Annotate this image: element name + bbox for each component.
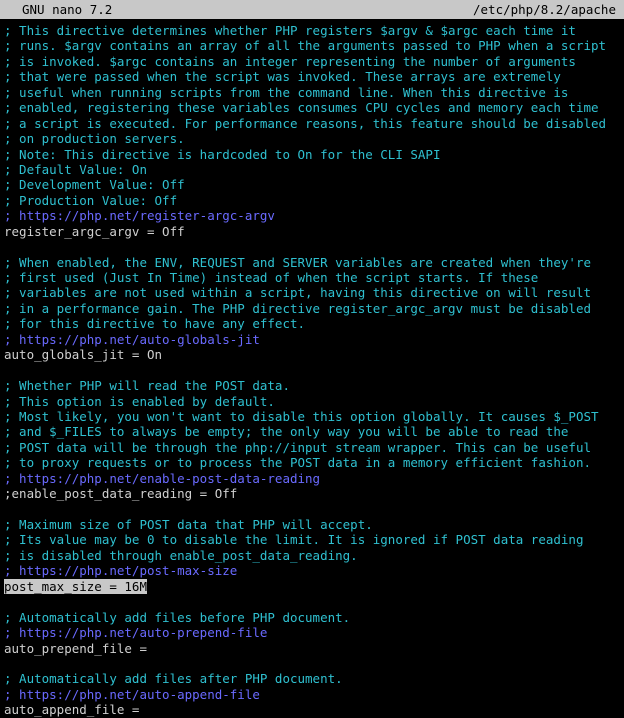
editor-line bbox=[4, 347, 620, 362]
editor-line bbox=[4, 116, 620, 131]
editor-line-text: ; Production Value: Off bbox=[4, 192, 178, 208]
editor-line-text: ; Default Value: On bbox=[4, 161, 147, 177]
editor-line-text: ; and $_FILES to always be empty; the only way you will be able to read the bbox=[4, 424, 569, 440]
file-path-label: /etc/php/8.2/apache bbox=[473, 2, 616, 17]
editor-line-text: ; Note: This directive is hardcoded to On for the CLI SAPI bbox=[4, 146, 441, 162]
editor-line bbox=[4, 255, 620, 270]
editor-line-text: ; https://php.net/register-argc-argv bbox=[4, 208, 275, 224]
editor-line bbox=[4, 409, 620, 424]
editor-line bbox=[4, 38, 620, 53]
editor-line-text: auto_append_file = bbox=[4, 702, 140, 718]
editor-line bbox=[4, 23, 620, 38]
editor-line-text: register_argc_argv = Off bbox=[4, 223, 185, 239]
editor-line bbox=[4, 147, 620, 162]
editor-line-text: ; that were passed when the script was invoked. These arrays are extremely bbox=[4, 69, 561, 85]
editor-line-text: ; https://php.net/auto-prepend-file bbox=[4, 625, 268, 641]
editor-line bbox=[4, 594, 620, 609]
editor-line bbox=[4, 270, 620, 285]
editor-line bbox=[4, 625, 620, 640]
editor-line-text: ; Automatically add files after PHP document. bbox=[4, 671, 343, 687]
editor-line bbox=[4, 162, 620, 177]
editor-line-text: ; https://php.net/auto-append-file bbox=[4, 686, 260, 702]
editor-line-text: ; is disabled through enable_post_data_reading. bbox=[4, 547, 358, 563]
editor-line bbox=[4, 687, 620, 702]
editor-line bbox=[4, 486, 620, 501]
editor-line-text: ; runs. $argv contains an array of all the arguments passed to PHP when a script bbox=[4, 38, 607, 54]
editor-line-text: ; This option is enabled by default. bbox=[4, 393, 275, 409]
app-title: GNU nano 7.2 bbox=[22, 2, 113, 17]
editor-line-text: ; Automatically add files before PHP document. bbox=[4, 609, 351, 625]
editor-line-text: auto_globals_jit = On bbox=[4, 347, 163, 363]
editor-line-text: ; https://php.net/enable-post-data-reading bbox=[4, 470, 321, 486]
editor-line-text: ; a script is executed. For performance reasons, this feature should be disabled bbox=[4, 115, 607, 131]
editor-line-text: ; on production servers. bbox=[4, 131, 185, 147]
editor-line bbox=[4, 671, 620, 686]
editor-line bbox=[4, 471, 620, 486]
editor-line bbox=[4, 378, 620, 393]
editor-line bbox=[4, 702, 620, 717]
editor-line bbox=[4, 563, 620, 578]
editor-line bbox=[4, 85, 620, 100]
editor-text-area[interactable] bbox=[0, 19, 624, 718]
editor-line bbox=[4, 208, 620, 223]
editor-line-text: ; is invoked. $argc contains an integer representing the number of arguments bbox=[4, 53, 576, 69]
editor-line-text: ; When enabled, the ENV, REQUEST and SERVER variables are created when they're bbox=[4, 254, 591, 270]
editor-line-text bbox=[4, 239, 12, 254]
editor-line bbox=[4, 440, 620, 455]
editor-line-text: ; Maximum size of POST data that PHP will accept. bbox=[4, 517, 373, 532]
editor-line-text: ; Development Value: Off bbox=[4, 177, 185, 193]
editor-line-text: ; in a performance gain. The PHP directive register_argc_argv must be disabled bbox=[4, 300, 591, 316]
editor-line-text: ; Its value may be 0 to disable the limit. It is ignored if POST data reading bbox=[4, 532, 584, 548]
editor-line bbox=[4, 363, 620, 378]
editor-line bbox=[4, 502, 620, 517]
editor-line-text: ; to proxy requests or to process the POST data in a memory efficient fashion. bbox=[4, 455, 591, 471]
editor-line bbox=[4, 177, 620, 192]
editor-line bbox=[4, 656, 620, 671]
editor-line bbox=[4, 54, 620, 69]
editor-line-text: ; Most likely, you won't want to disable this option globally. It causes $_POST bbox=[4, 408, 599, 424]
editor-line bbox=[4, 224, 620, 239]
editor-line-text: ; https://php.net/post-max-size bbox=[4, 563, 238, 579]
editor-line-text bbox=[4, 363, 12, 378]
editor-line bbox=[4, 517, 620, 532]
editor-line-text: ; first used (Just In Time) instead of when the script starts. If these bbox=[4, 270, 539, 285]
editor-line-text: ; useful when running scripts from the command line. When this directive is bbox=[4, 84, 569, 100]
editor-line bbox=[4, 100, 620, 115]
editor-line-text: ; variables are not used within a script, having this directive on will result bbox=[4, 285, 591, 301]
editor-line-text: ; This directive determines whether PHP registers $argv & $argc each time it bbox=[4, 23, 576, 38]
editor-line bbox=[4, 239, 620, 254]
editor-line bbox=[4, 69, 620, 84]
editor-line-text bbox=[4, 656, 12, 671]
editor-line-text: ; POST data will be through the php://input stream wrapper. This can be useful bbox=[4, 439, 591, 455]
editor-line bbox=[4, 424, 620, 439]
editor-line bbox=[4, 579, 620, 594]
editor-line-text: ; enabled, registering these variables consumes CPU cycles and memory each time bbox=[4, 100, 599, 116]
editor-line bbox=[4, 193, 620, 208]
editor-line bbox=[4, 641, 620, 656]
editor-line-text: auto_prepend_file = bbox=[4, 640, 147, 656]
editor-line bbox=[4, 394, 620, 409]
editor-line bbox=[4, 285, 620, 300]
selected-text: post_max_size = 16M bbox=[4, 578, 147, 594]
editor-line bbox=[4, 131, 620, 146]
editor-line bbox=[4, 455, 620, 470]
editor-line-text: ;enable_post_data_reading = Off bbox=[4, 486, 238, 502]
editor-line bbox=[4, 301, 620, 316]
editor-line-text: ; for this directive to have any effect. bbox=[4, 316, 306, 332]
editor-line bbox=[4, 532, 620, 547]
editor-line-text: ; Whether PHP will read the POST data. bbox=[4, 378, 290, 394]
editor-line-text: ; https://php.net/auto-globals-jit bbox=[4, 331, 260, 347]
editor-line-text bbox=[4, 594, 12, 609]
editor-line-text bbox=[4, 502, 12, 517]
title-bar bbox=[0, 0, 624, 19]
editor-line bbox=[4, 548, 620, 563]
editor-line bbox=[4, 316, 620, 331]
editor-line bbox=[4, 610, 620, 625]
editor-line bbox=[4, 332, 620, 347]
